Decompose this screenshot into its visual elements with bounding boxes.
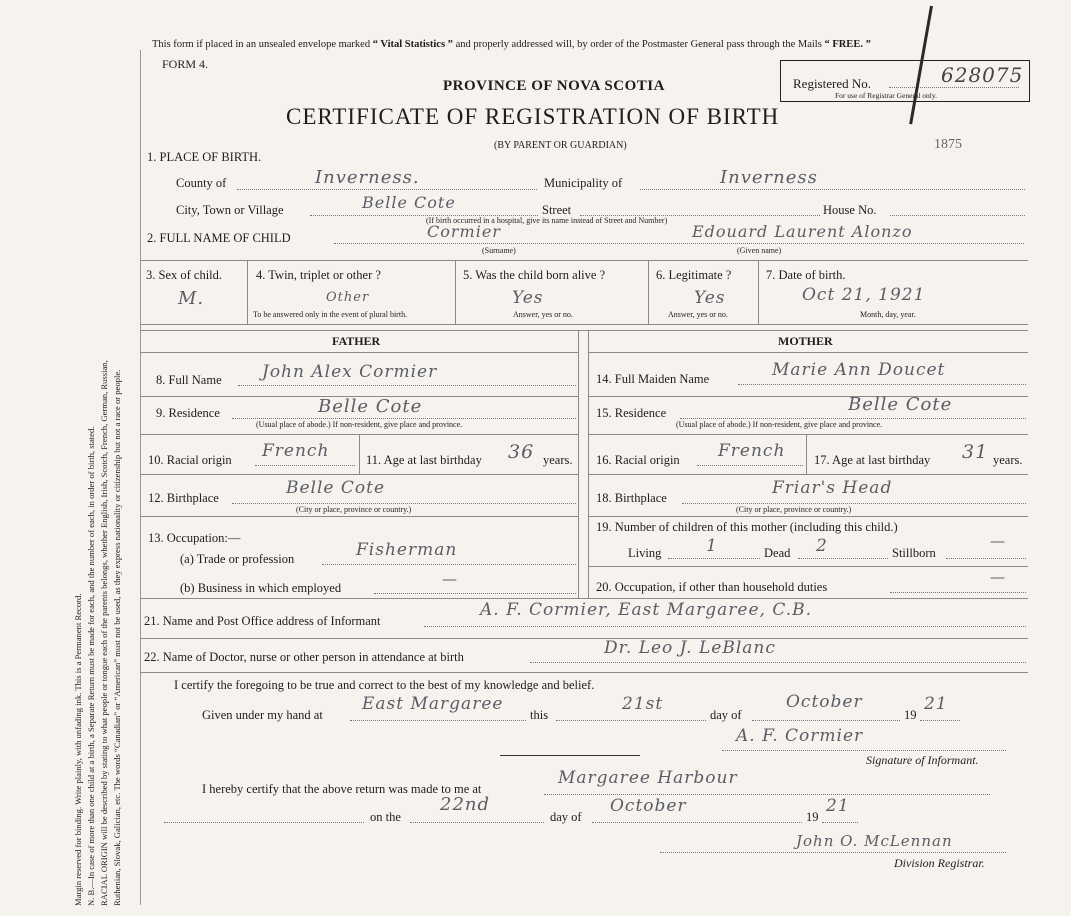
given-label: Given under my hand at [202, 708, 323, 722]
mother-name-value: Marie Ann Doucet [772, 360, 946, 380]
divider-line [500, 755, 640, 756]
child-given-value: Edouard Laurent Alonzo [692, 222, 913, 241]
margin-note-4: Ruthenian, Slovak, Galician, etc. The words “Canadian” or “American” must not be used, as they express nationality or citizenship but not a race or people. [112, 369, 122, 906]
mother-occupation-label: 20. Occupation, if other than household duties [596, 580, 828, 594]
twin-label: 4. Twin, triplet or other ? [256, 268, 381, 282]
year-value: 21 [924, 694, 948, 714]
father-trade-label: (a) Trade or profession [180, 552, 295, 566]
doctor-label: 22. Name of Doctor, nurse or other person in attendance at birth [144, 650, 464, 664]
doctor-value: Dr. Leo J. LeBlanc [604, 638, 776, 658]
father-business-label: (b) Business in which employed [180, 581, 342, 595]
father-birthplace-label: 12. Birthplace [148, 491, 219, 505]
alive-label: 5. Was the child born alive ? [463, 268, 606, 282]
municipality-value: Inverness [720, 167, 818, 188]
registered-label: Registered No. [793, 76, 871, 91]
registered-number: 628075 [941, 63, 1024, 87]
hospital-note: (If birth occurred in a hospital, give its name instead of Street and Number) [426, 216, 668, 225]
sex-label: 3. Sex of child. [146, 268, 223, 282]
mother-birthplace-note: (City or place, province or country.) [736, 505, 852, 514]
year-prefix: 19 [904, 708, 917, 722]
mother-age-unit: years. [993, 453, 1023, 467]
legitimate-label: 6. Legitimate ? [656, 268, 732, 282]
stillborn-value: — [990, 532, 1006, 550]
father-name-value: John Alex Cormier [262, 362, 438, 382]
father-racial-label: 10. Racial origin [148, 453, 232, 467]
reg-year-value: 21 [826, 796, 850, 816]
twin-note: To be answered only in the event of plural birth. [253, 310, 408, 319]
legitimate-note: Answer, yes or no. [668, 310, 728, 319]
reg-day-of-label: day of [550, 810, 582, 824]
father-heading: FATHER [332, 334, 381, 348]
registered-underline [889, 87, 1019, 88]
registration-box [780, 60, 1030, 102]
father-residence-value: Belle Cote [318, 396, 423, 417]
informant-value: A. F. Cormier, East Margaree, C.B. [480, 600, 813, 620]
signature-caption: Signature of Informant. [866, 753, 979, 767]
mother-age-label: 17. Age at last birthday [814, 453, 931, 467]
county-label: County of [176, 176, 227, 190]
given-caption: (Given name) [737, 246, 782, 255]
street-label: Street [542, 203, 572, 217]
sex-value: M. [178, 288, 205, 309]
registrar-caption: Division Registrar. [894, 856, 985, 870]
alive-value: Yes [512, 288, 544, 308]
father-birthplace-value: Belle Cote [286, 478, 386, 498]
given-place-value: East Margaree [362, 694, 504, 714]
mother-occupation-value: — [990, 568, 1006, 586]
city-label: City, Town or Village [176, 203, 284, 217]
city-value: Belle Cote [362, 193, 456, 212]
form-number: FORM 4. [162, 57, 209, 71]
dead-value: 2 [816, 536, 828, 556]
reg-day-value: 22nd [440, 794, 491, 815]
father-occupation-label: 13. Occupation:— [148, 531, 241, 545]
margin-note-1: Margin reserved for binding. Write plainly, with unfading ink. This is a Permanent Record. [73, 593, 83, 906]
living-value: 1 [706, 536, 718, 556]
father-age-label: 11. Age at last birthday [366, 453, 482, 467]
page-subtitle: (BY PARENT OR GUARDIAN) [494, 140, 627, 151]
mother-residence-note: (Usual place of abode.) If non-resident, give place and province. [676, 420, 883, 429]
province-heading: PROVINCE OF NOVA SCOTIA [443, 78, 665, 94]
living-label: Living [628, 546, 662, 560]
twin-value: Other [326, 290, 370, 305]
postal-notice: This form if placed in an unsealed envelope marked “ Vital Statistics ” and properly addressed will, by order of the Postmaster General pass through the Mails “ FREE. ” [152, 39, 871, 50]
father-residence-note: (Usual place of abode.) If non-resident, give place and province. [256, 420, 463, 429]
day-value: 21st [622, 694, 664, 714]
reg-month-value: October [610, 796, 687, 816]
father-business-value: — [442, 570, 458, 588]
father-age-value: 36 [508, 441, 535, 463]
surname-caption: (Surname) [482, 246, 516, 255]
mother-name-label: 14. Full Maiden Name [596, 372, 710, 386]
year-mark: 1875 [934, 137, 962, 152]
alive-note: Answer, yes or no. [513, 310, 573, 319]
margin-notes [72, 0, 130, 906]
father-name-label: 8. Full Name [156, 373, 222, 387]
county-value: Inverness. [315, 167, 420, 188]
reg-year-prefix: 19 [806, 810, 819, 824]
child-surname-value: Cormier [427, 222, 501, 241]
on-the-label: on the [370, 810, 401, 824]
day-of-label: day of [710, 708, 742, 722]
informant-signature: A. F. Cormier [736, 726, 864, 746]
mother-residence-value: Belle Cote [848, 394, 953, 415]
mother-children-label: 19. Number of children of this mother (including this child.) [596, 520, 898, 534]
father-age-unit: years. [543, 453, 573, 467]
father-residence-label: 9. Residence [156, 406, 220, 420]
municipality-label: Municipality of [544, 176, 623, 190]
house-label: House No. [823, 203, 877, 217]
place-section-label: 1. PLACE OF BIRTH. [147, 150, 262, 164]
mother-birthplace-label: 18. Birthplace [596, 491, 667, 505]
registrar-place-value: Margaree Harbour [558, 768, 738, 788]
this-label: this [530, 708, 549, 722]
margin-note-2: N. B.—In case of more than one child at a birth, a Separate Return must be made for each, and the number of each, in order of birth, stated. [86, 426, 96, 906]
margin-note-3: RACIAL ORIGIN will be described by stating to what people or tongue each of the parents belongs, whether English, Irish, Scotch, French, German, Russian, [99, 360, 109, 906]
dob-label: 7. Date of birth. [766, 268, 846, 282]
dob-note: Month, day, year. [860, 310, 916, 319]
informant-label: 21. Name and Post Office address of Informant [144, 614, 381, 628]
father-racial-value: French [262, 441, 330, 461]
child-name-label: 2. FULL NAME OF CHILD [147, 231, 291, 245]
mother-age-value: 31 [962, 441, 989, 463]
mother-racial-value: French [718, 441, 786, 461]
dob-value: Oct 21, 1921 [802, 285, 926, 305]
legitimate-value: Yes [694, 288, 726, 308]
registrar-note: For use of Registrar General only. [835, 91, 937, 100]
mother-heading: MOTHER [778, 334, 833, 348]
month-value: October [786, 692, 863, 712]
margin-divider [140, 50, 141, 905]
mother-birthplace-value: Friar's Head [772, 478, 893, 498]
father-birthplace-note: (City or place, province or country.) [296, 505, 412, 514]
stillborn-label: Stillborn [892, 546, 936, 560]
registrar-signature: John O. McLennan [796, 832, 953, 850]
registrar-text: I hereby certify that the above return was made to me at [202, 782, 482, 796]
father-trade-value: Fisherman [356, 540, 458, 560]
mother-racial-label: 16. Racial origin [596, 453, 680, 467]
mother-residence-label: 15. Residence [596, 406, 667, 420]
certify-text: I certify the foregoing to be true and correct to the best of my knowledge and belief. [174, 678, 595, 692]
page-title: CERTIFICATE OF REGISTRATION OF BIRTH [286, 104, 780, 129]
dead-label: Dead [764, 546, 791, 560]
